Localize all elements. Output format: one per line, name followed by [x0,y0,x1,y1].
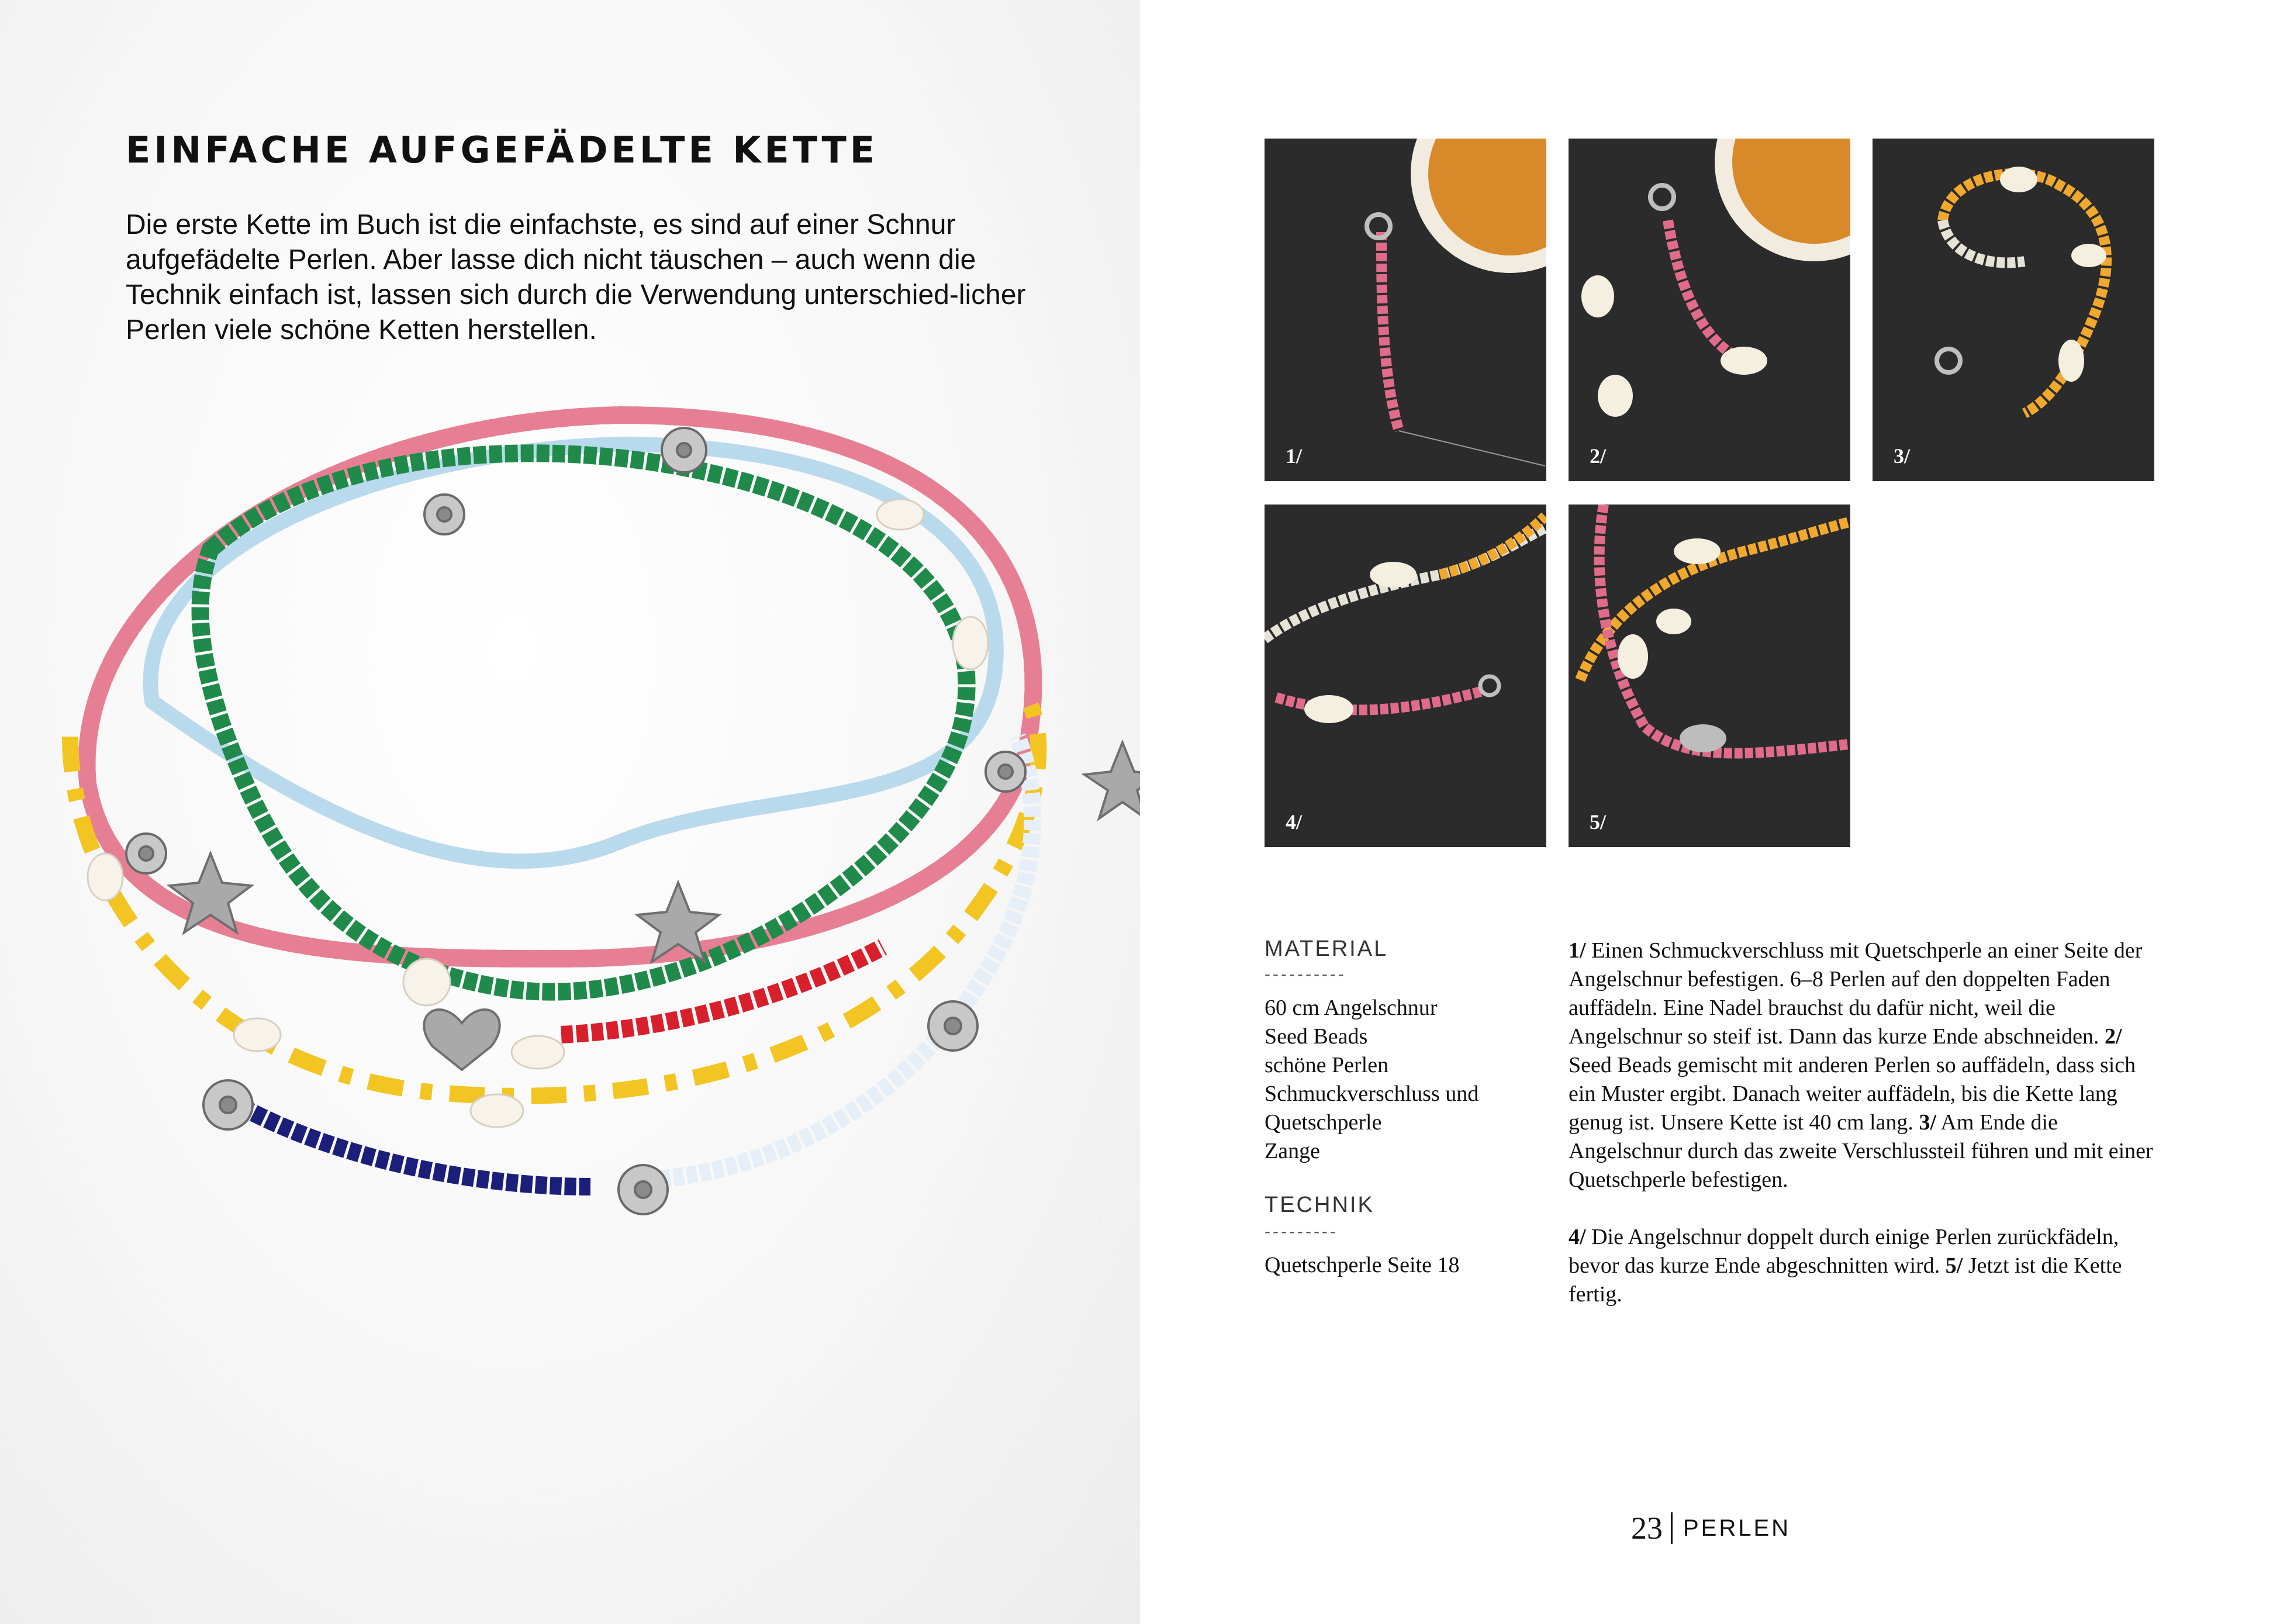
material-item: schöne Perlen [1265,1053,1389,1077]
material-item: Zange [1265,1139,1320,1163]
material-item: 60 cm Angelschnur [1265,996,1438,1020]
instructions-paragraph-1 [1569,937,2165,1194]
step-number-5: 5/ [1590,810,1607,834]
step-3-illustration [1873,139,2154,481]
page-number: 23 [1631,1511,1663,1546]
step-ref-3: 3/ [1919,1110,1936,1135]
step-text-1: Einen Schmuckverschluss mit Quetschperle an einer Seite der Angelschnur befestigen. 6–8 Perlen auf den doppelten Faden auffädeln. Eine Nadel brauchst du dafür nicht, weil die Angelschnur so steif ist. Dann das kurze Ende abschneiden. [1569,938,2143,1049]
technik-heading: TECHNIK [1265,1193,1374,1217]
technik-reference: Quetschperle Seite 18 [1265,1253,1460,1277]
material-heading: MATERIAL [1265,937,1388,961]
material-item: Schmuckverschluss und [1265,1081,1479,1106]
necklace-photo [35,374,1140,1286]
step-number-3: 3/ [1894,444,1911,468]
page-footer [1631,1511,1791,1546]
step-1-illustration [1265,139,1546,481]
section-name: PERLEN [1683,1515,1791,1541]
step-photo-4 [1265,505,1546,847]
step-text-3: Am Ende die Angelschnur durch das zweite Verschlussteil führen und mit einer Quetschperle befestigen. [1569,1110,2153,1192]
step-photo-2 [1569,139,1850,481]
material-divider: ---------- [1265,965,1346,984]
step-photo-1 [1265,139,1546,481]
technik-divider: --------- [1265,1222,1338,1241]
step-ref-1: 1/ [1569,938,1586,963]
step-ref-5: 5/ [1945,1253,1963,1278]
step-number-4: 4/ [1286,810,1303,834]
folio-divider [1671,1512,1673,1544]
step-text-4: Die Angelschnur doppelt durch einige Perlen zurückfädeln, bevor das kurze Ende abgeschnitten wird. [1569,1225,2119,1278]
material-list [1265,994,1478,1166]
step-text-5: Jetzt ist die Kette fertig. [1569,1253,2122,1307]
instructions [1569,937,2165,1309]
step-5-illustration [1569,505,1850,847]
step-number-2: 2/ [1590,444,1607,468]
material-item: Seed Beads [1265,1024,1368,1049]
step-4-illustration [1265,505,1546,847]
step-photo-5 [1569,505,1850,847]
instructions-paragraph-2 [1569,1223,2165,1309]
intro-paragraph: Die erste Kette im Buch ist die einfachste, es sind auf einer Schnur aufgefädelte Perlen. Aber lasse dich nicht täuschen – auch wenn die Technik einfach ist, lassen sich durch die Verwendung unterschied-licher Perlen viele schöne Ketten herstellen. [126,209,1026,345]
step-text-2: Seed Beads gemischt mit anderen Perlen so auffädeln, dass sich ein Muster ergibt. Danach weiter auffädeln, bis die Kette lang genug ist. Unsere Kette ist 40 cm lang. [1569,1053,2136,1135]
step-photo-3 [1873,139,2154,481]
step-ref-2: 2/ [2105,1024,2122,1049]
page-title: EINFACHE AUFGEFÄDELTE KETTE [126,129,879,171]
step-ref-4: 4/ [1569,1225,1586,1249]
step-2-illustration [1569,139,1850,481]
material-item: Quetschperle [1265,1110,1382,1135]
step-number-1: 1/ [1286,444,1303,468]
